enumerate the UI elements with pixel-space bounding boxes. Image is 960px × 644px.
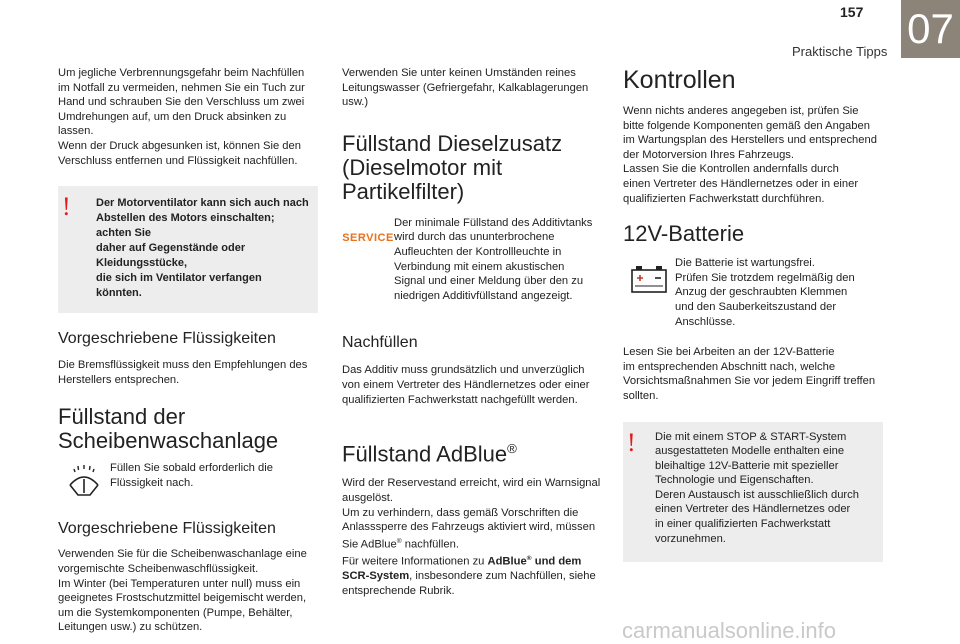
diesel-row	[342, 216, 602, 304]
diesel-additive-text: Der minimale Füllstand des Additivtanks wird durch das ununterbrochene Aufleuchten der Kontrollleuchte in Verbindung mit einem akustischen Signal und einer Meldung über den zu niedrigen Additivfüllstand angezeigt.	[394, 216, 593, 302]
service-warning-icon: SERVICE	[342, 231, 394, 244]
washer-text: Füllen Sie sobald erforderlich die Flüssigkeit nach.	[110, 462, 273, 489]
stop-start-warning-box	[623, 422, 883, 563]
adblue-text-part3: , insbesondere zum Nachfüllen, siehe entsprechende Rubrik.	[342, 570, 596, 598]
checks-text: Wenn nichts anderes angegeben ist, prüfen Sie bitte folgende Komponenten gemäß den Angaben im Wartungsplan des Herstellers und entsprechend der Motorversion Ihres Fahrzeugs. Lassen Sie die Kontrollen andernfalls durch einen Vertreter des Händlernetzes oder in einer qualifizierten Fachwerkstatt durchführen.	[623, 105, 877, 205]
heading-prescribed-fluids-washer: Vorgeschriebene Flüssigkeiten	[58, 520, 276, 538]
heading-adblue-reg: ®	[507, 441, 517, 457]
warning-icon: !	[627, 427, 636, 457]
column-middle	[342, 66, 602, 599]
washer-row	[58, 461, 318, 499]
battery-text: Die Batterie ist wartungsfrei. Prüfen Sie trotzdem regelmäßig den Anzug der geschraubten Klemmen und den Sauberkeitszustand der Anschlüsse.	[675, 257, 855, 328]
heading-battery: 12V-Batterie	[623, 221, 745, 247]
battery-icon-box	[623, 256, 675, 296]
column-left	[58, 66, 318, 635]
adblue-bold-1: AdBlue	[487, 555, 527, 568]
washer-icon-box	[58, 461, 110, 499]
adblue-bold-reg: ®	[526, 555, 532, 563]
adblue-text-part1: Wird der Reservestand erreicht, wird ein Warnsignal ausgelöst. Um zu verhindern, dass gemäß Vorschriften die Anlasssperre des Fahrzeugs aktiviert wird, müssen Sie AdBlue	[342, 477, 601, 551]
heading-refill: Nachfüllen	[342, 334, 418, 352]
battery-icon	[629, 262, 669, 296]
chapter-title: Praktische Tipps	[792, 44, 888, 59]
page-number: 157	[840, 4, 864, 20]
cooling-intro-text: Um jegliche Verbrennungsgefahr beim Nachfüllen im Notfall zu vermeiden, nehmen Sie ein Tuch zur Hand und schrauben Sie den Verschluss um zwei Umdrehungen auf, um den Druck absinken zu lassen. Wenn der Druck abgesunken ist, können Sie den Verschluss entfernen und Flüssigkeit nachfüllen.	[58, 67, 305, 167]
refill-text: Das Additiv muss grundsätzlich und unverzüglich von einem Vertreter des Händlernetzes oder einer qualifizierten Fachwerkstatt nachgefüllt werden.	[342, 364, 590, 406]
heading-adblue	[342, 437, 602, 466]
fan-warning-text: Der Motorventilator kann sich auch nach Abstellen des Motors einschalten; achten Sie daher auf Gegenstände oder Kleidungsstücke, die sich im Ventilator verfangen könnten.	[96, 197, 309, 300]
heading-adblue-text: Füllstand AdBlue	[342, 441, 508, 467]
stop-start-warning-text: Die mit einem STOP & START-System ausgestatteten Modelle enthalten eine bleihaltige 12V-Batterie mit spezieller Technologie und Eigenschaften. Deren Austausch ist ausschließlich durch einen Vertreter des Händlernetzes oder in einer qualifizierten Fachwerkstatt vorzunehmen.	[655, 430, 859, 545]
warning-icon: !	[62, 192, 71, 222]
chapter-tab: 07	[901, 0, 960, 58]
adblue-text	[342, 476, 602, 598]
brake-fluid-text: Die Bremsflüssigkeit muss den Empfehlungen des Herstellers entsprechen.	[58, 359, 308, 386]
watermark: carmanualsonline.info	[622, 618, 837, 643]
washer-fluid-text: Verwenden Sie für die Scheibenwaschanlage eine vorgemischte Scheibenwaschflüssigkeit. Im Winter (bei Temperaturen unter null) muss ein geeignetes Frostschutzmittel beigemischt werden, um die Systemkomponenten (Pumpe, Behälter, Leitungen usw.) zu schützen.	[58, 548, 307, 634]
heading-checks: Kontrollen	[623, 66, 736, 94]
fan-warning-box	[58, 186, 318, 313]
windscreen-washer-icon	[64, 463, 104, 499]
battery-row	[623, 256, 883, 329]
heading-washer-level: Füllstand der Scheibenwaschanlage	[58, 404, 279, 454]
heading-diesel-additive: Füllstand Dieselzusatz (Dieselmotor mit Partikelfilter)	[342, 130, 563, 204]
tap-water-text: Verwenden Sie unter keinen Umständen reines Leitungswasser (Gefriergefahr, Kalkablagerungen usw.)	[342, 67, 589, 109]
heading-prescribed-fluids-brake: Vorgeschriebene Flüssigkeiten	[58, 330, 276, 348]
service-icon-box	[342, 216, 394, 244]
adblue-reg-mark: ®	[396, 537, 402, 545]
battery-precautions-text: Lesen Sie bei Arbeiten an der 12V-Batterie im entsprechenden Abschnitt nach, welche Vorsichtsmaßnahmen Sie vor jedem Eingriff treffen sollten.	[623, 346, 876, 402]
adblue-text-part2: nachfüllen. Für weitere Informationen zu	[342, 538, 485, 568]
column-right	[623, 66, 883, 562]
adblue-bold-2: und dem SCR-System	[342, 555, 582, 583]
